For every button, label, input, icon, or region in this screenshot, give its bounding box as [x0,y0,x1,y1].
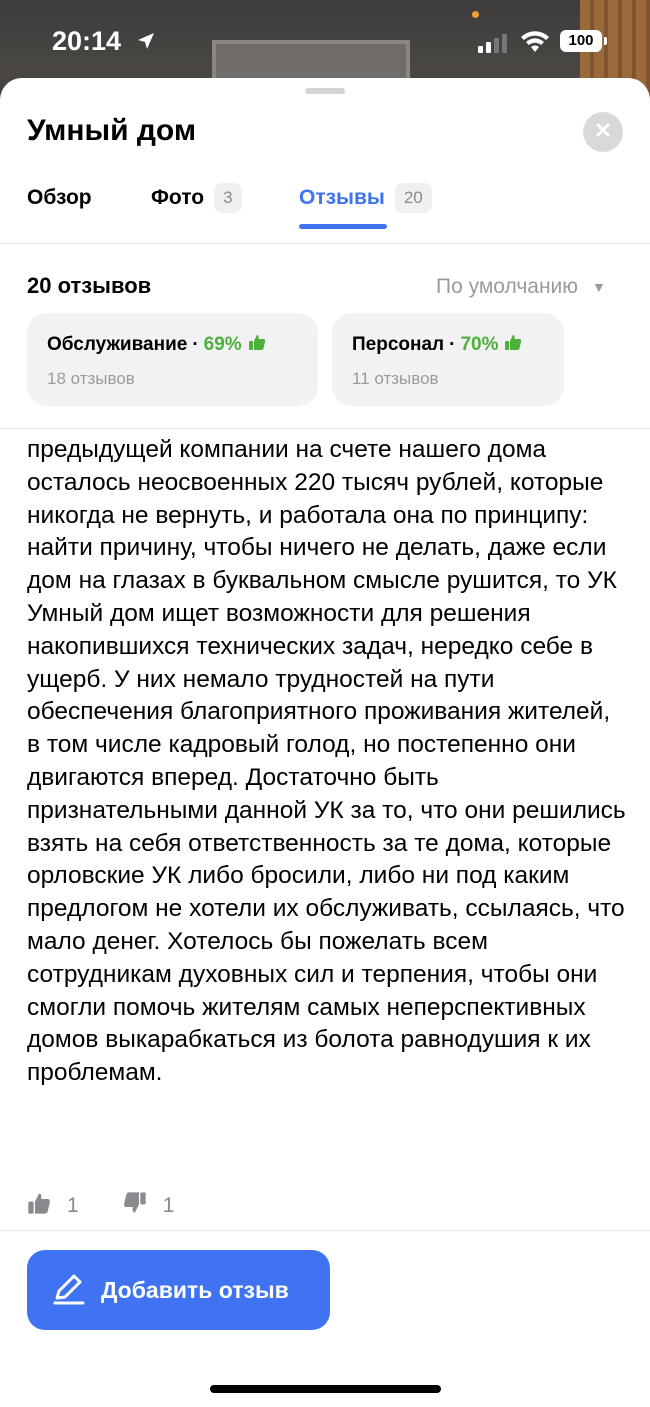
close-button[interactable] [583,112,623,152]
tab-count-badge: 3 [214,183,241,213]
sort-dropdown[interactable] [436,275,606,299]
tab-bar [0,178,650,238]
tab-overview[interactable] [27,178,92,218]
like-count: 1 [67,1194,79,1217]
status-time: 20:14 [52,26,122,56]
home-indicator[interactable] [210,1385,441,1393]
like-button[interactable] [27,1191,79,1221]
location-arrow-icon [136,31,156,56]
divider [0,243,650,244]
aspect-name: Обслуживание [47,334,188,355]
tab-reviews[interactable] [299,178,432,218]
tab-count-badge: 20 [395,183,432,213]
battery-tip [604,37,607,45]
wifi-icon [520,31,550,58]
separator-dot: · [192,334,199,355]
aspect-percent: 70% [460,334,499,355]
thumbs-up-icon [504,333,522,357]
battery-icon: 100 [560,30,602,52]
close-icon [595,122,611,143]
thumbs-up-icon [248,333,266,357]
sort-label: По умолчанию [436,275,579,298]
cellular-signal-icon [478,33,508,58]
dislike-button[interactable] [123,1191,175,1221]
aspect-card-service[interactable] [27,313,318,406]
chevron-down-icon: ▼ [592,279,606,295]
review-votes [27,1188,174,1224]
tab-photos[interactable] [151,178,242,218]
tab-label: Фото [151,186,205,209]
place-title: Умный дом [27,114,197,147]
privacy-indicator-dot [472,11,479,18]
active-tab-indicator [299,224,387,229]
add-review-label: Добавить отзыв [101,1276,289,1303]
aspect-heading [352,333,522,357]
tab-label: Обзор [27,186,92,209]
dislike-count: 1 [162,1194,175,1217]
divider [0,428,650,429]
reviews-count-heading: 20 отзывов [27,273,152,298]
thumbs-down-icon [123,1191,147,1221]
sheet-grabber[interactable] [305,88,345,94]
divider [0,1230,650,1231]
aspect-percent: 69% [203,334,242,355]
review-body: предыдущей компании на счете нашего дома осталось неосвоенных 220 тысяч рублей, которые никогда не вернуть, и работала она по принципу: найти причину, чтобы ничего не делать, даже если дом на глазах в буквальном смысле рушится, то УК Умный дом ищет возможности для решения накопившихся технических задач, нередко себе в ущерб. У них немало трудностей на пути обеспечения благоприятного проживания жителей, в том числе кадровый голод, но постепенно они двигаются вперед. Достаточно быть признательными данной УК за то, что они решились взять на себя ответственность за те дома, которые орловские УК либо бросили, либо ни под каким предлогом не хотели их обслуживать, ссылаясь, что мало денег. Хотелось бы пожелать всем сотрудникам духовных сил и терпения, чтобы они смогли помочь жителям самых неперспективных домов выкарабкаться из болота равнодушия к их проблемам. [27,436,626,1087]
add-review-button[interactable] [27,1250,330,1330]
thumbs-up-icon [27,1191,51,1221]
pencil-icon [49,1268,89,1313]
tab-label: Отзывы [299,186,385,209]
place-card-sheet [0,78,650,1407]
aspect-review-count: 18 отзывов [47,369,135,388]
separator-dot: · [449,334,456,355]
aspect-review-count: 11 отзывов [352,369,439,388]
aspect-heading [47,333,266,357]
aspect-name: Персонал [352,334,445,355]
aspect-card-staff[interactable] [332,313,564,406]
status-bar [0,0,650,80]
